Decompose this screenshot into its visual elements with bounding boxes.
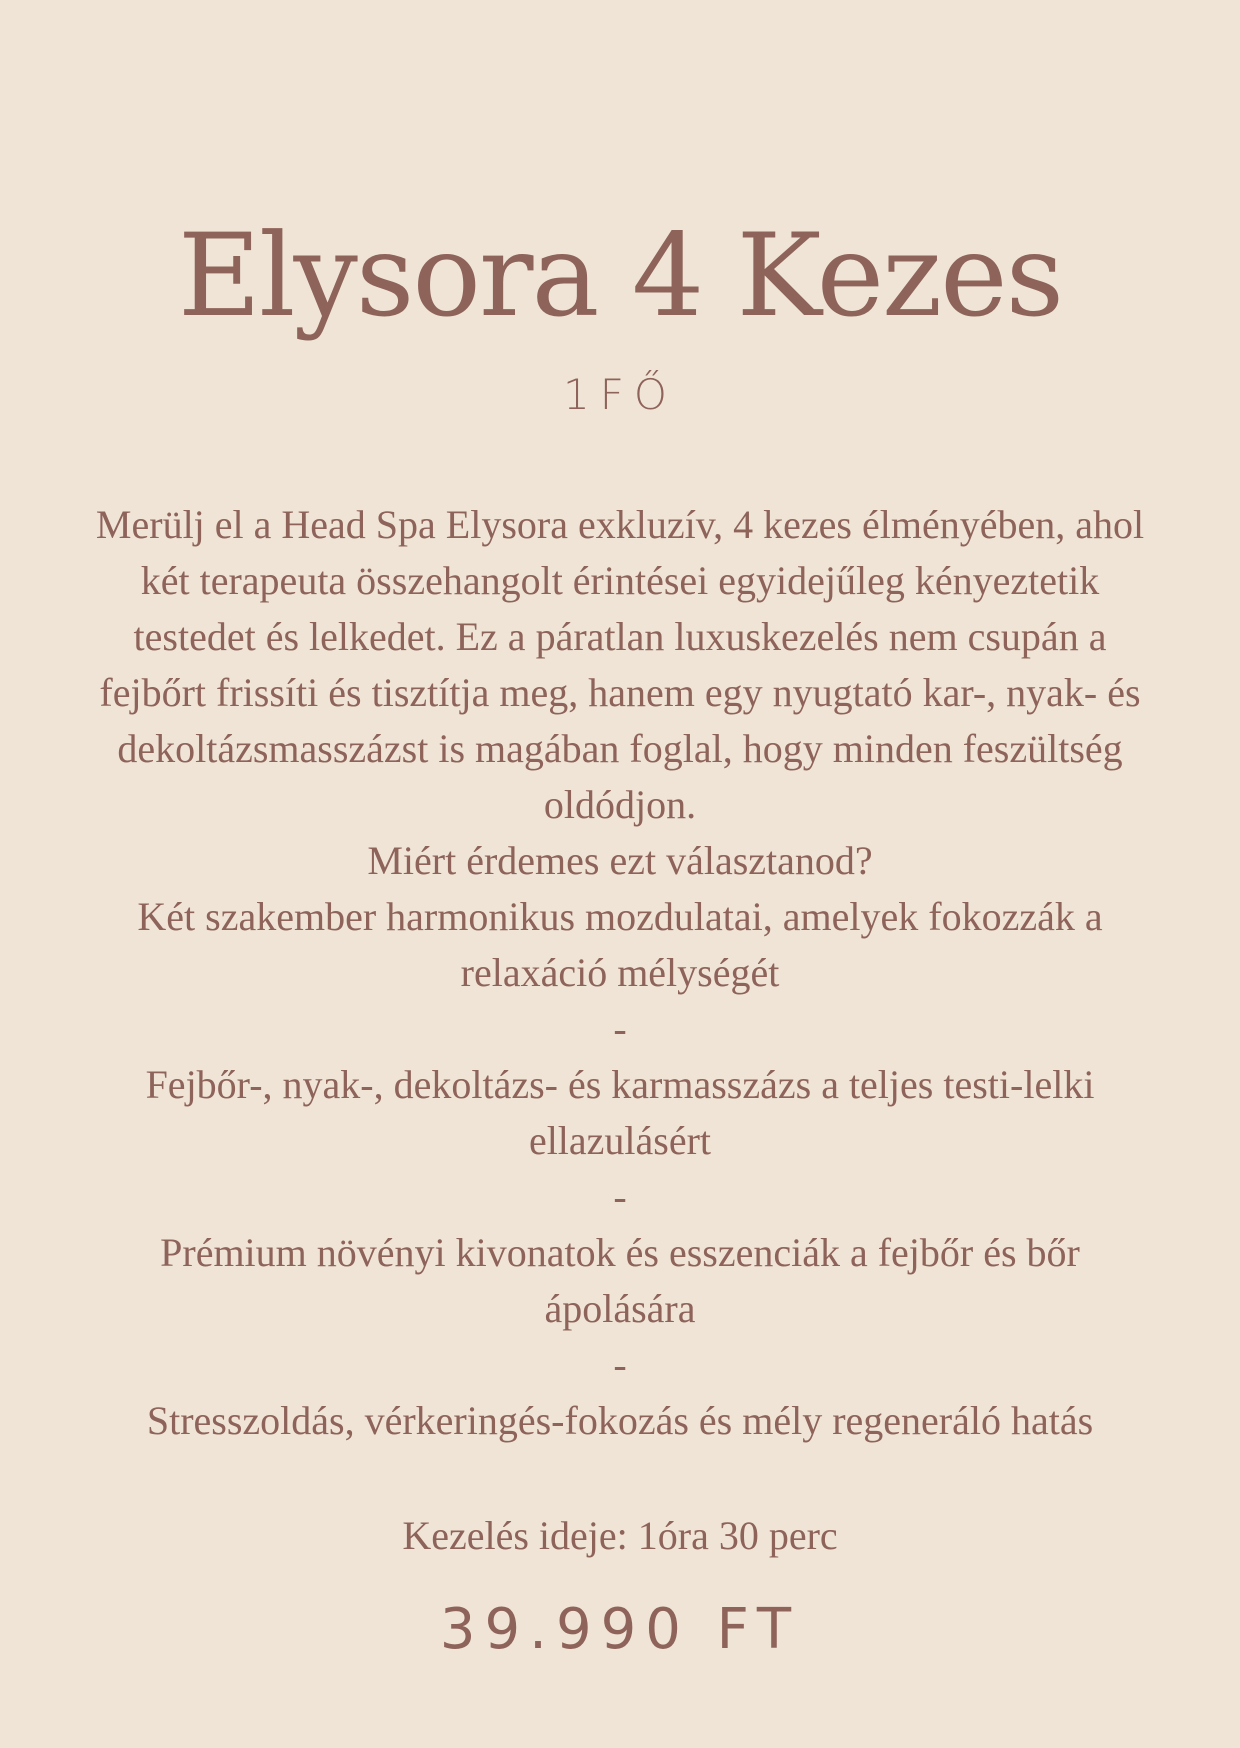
benefit-separator: - bbox=[613, 1342, 627, 1387]
benefit-item: Prémium növényi kivonatok és esszenciák a fejbőr és bőr ápolására bbox=[160, 1230, 1080, 1331]
why-question: Miért érdemes ezt választanod? bbox=[367, 838, 873, 883]
treatment-title: Elysora 4 Kezes bbox=[177, 209, 1063, 342]
benefit-item: Fejbőr-, nyak-, dekoltázs- és karmasszázs a teljes testi-lelki ellazulásért bbox=[145, 1062, 1095, 1163]
person-count: 1FŐ bbox=[563, 370, 677, 419]
treatment-price: 39.990 FT bbox=[439, 1597, 801, 1662]
benefit-item: Két szakember harmonikus mozdulatai, amelyek fokozzák a relaxáció mélységét bbox=[137, 894, 1103, 995]
treatment-description bbox=[90, 497, 1150, 1449]
benefit-separator: - bbox=[613, 1006, 627, 1051]
benefit-item: Stresszoldás, vérkeringés-fokozás és mély regeneráló hatás bbox=[146, 1398, 1094, 1443]
intro-paragraph: Merülj el a Head Spa Elysora exkluzív, 4 kezes élményében, ahol két terapeuta összehangolt érintései egyidejűleg kényeztetik testedet és lelkedet. Ez a páratlan luxuskezelés nem csupán a fejbőrt frissíti és tisztítja meg, hanem egy nyugtató kar-, nyak- és dekoltázsmasszázst is magában foglal, hogy minden feszültség oldódjon. bbox=[95, 502, 1145, 827]
benefit-separator: - bbox=[613, 1174, 627, 1219]
treatment-duration: Kezelés ideje: 1óra 30 perc bbox=[402, 1513, 838, 1558]
